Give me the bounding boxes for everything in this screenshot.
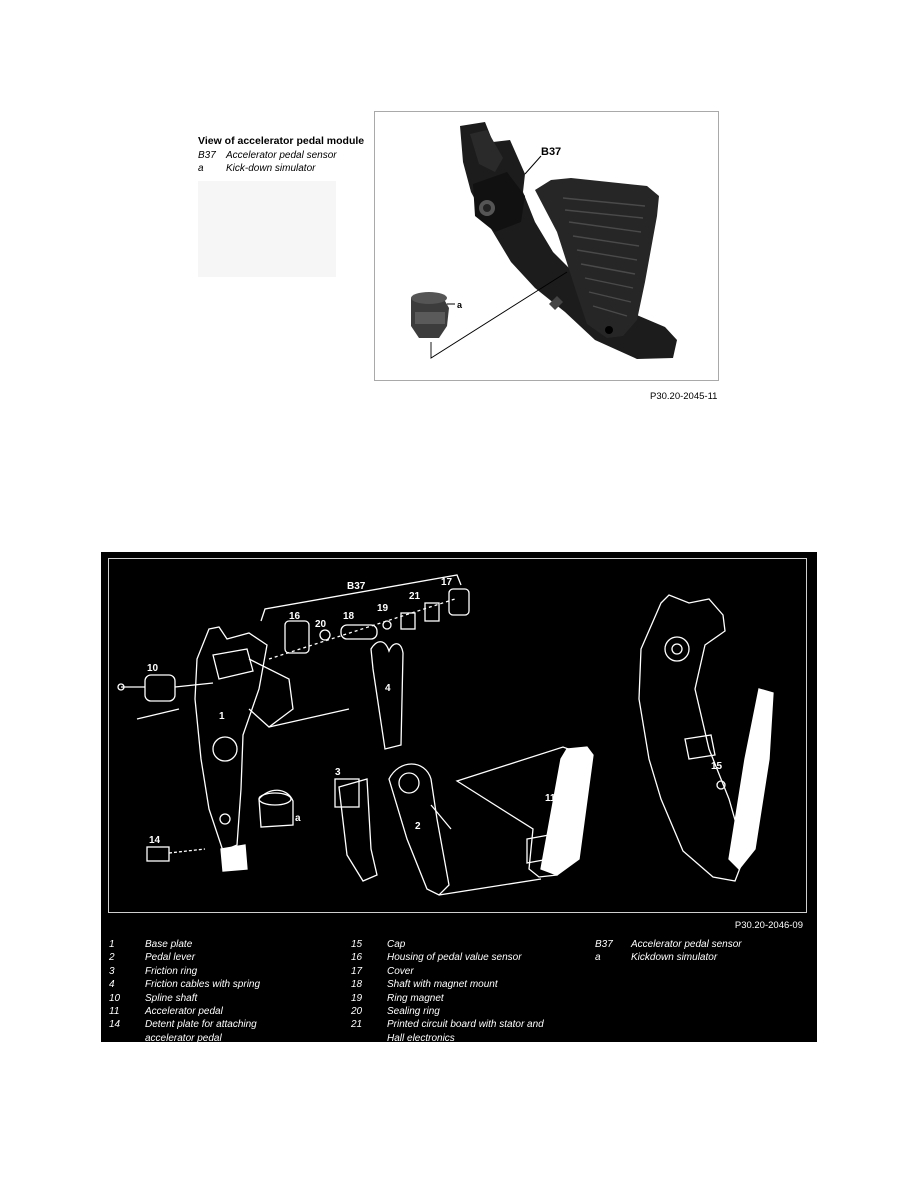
exploded-view-figure <box>101 552 817 1042</box>
parts-list-column-1 <box>109 938 345 1042</box>
part-number: 21 <box>351 1019 363 1031</box>
callout-4: 4 <box>385 683 391 694</box>
callout-2: 2 <box>415 821 421 832</box>
part-number: a <box>595 952 601 964</box>
sealing-ring-part <box>320 630 330 640</box>
part-description: Spline shaft <box>145 992 198 1004</box>
callout-3: 3 <box>335 767 341 778</box>
legend-shaded-area <box>198 181 336 277</box>
parts-row <box>109 992 345 1005</box>
part-number: 10 <box>109 992 121 1004</box>
parts-row <box>109 965 345 978</box>
part-description: Ring magnet <box>387 992 444 1004</box>
part-number: 17 <box>351 965 363 977</box>
parts-row <box>109 1018 345 1031</box>
friction-ring-part <box>339 779 377 881</box>
legend-key: a <box>198 163 204 174</box>
sensor-housing-part <box>285 621 309 653</box>
legend-item <box>198 149 368 162</box>
part-number: 2 <box>109 952 115 964</box>
part-description: Cover <box>387 965 414 977</box>
legend-label: Kick-down simulator <box>226 163 316 174</box>
part-description: Pedal lever <box>145 952 196 964</box>
part-number: 19 <box>351 992 363 1004</box>
part-description: Detent plate for attaching <box>145 1019 257 1031</box>
parts-row <box>351 1005 587 1018</box>
parts-row <box>109 978 345 991</box>
part-description: Housing of pedal value sensor <box>387 952 522 964</box>
parts-row <box>351 951 587 964</box>
circuit-board-part <box>401 613 415 629</box>
figure1-reference: P30.20-2045-11 <box>650 391 718 402</box>
parts-row <box>351 1018 587 1031</box>
detent-plate-part <box>147 847 169 861</box>
parts-row <box>109 1005 345 1018</box>
parts-row <box>109 1032 345 1042</box>
callout-20: 20 <box>315 619 327 630</box>
part-number: B37 <box>595 939 613 950</box>
callout-16: 16 <box>289 611 301 622</box>
shaft-part <box>341 625 377 639</box>
part-number: 20 <box>351 1006 363 1018</box>
callout-15: 15 <box>711 761 723 772</box>
callout-14: 14 <box>149 835 161 846</box>
part-description: Base plate <box>145 939 193 950</box>
part-number <box>351 1032 387 1042</box>
parts-row <box>109 938 345 951</box>
part-number <box>109 1032 145 1042</box>
friction-cables-part <box>371 642 403 749</box>
callout-a: a <box>295 813 301 824</box>
part-number: 16 <box>351 952 363 964</box>
legend-item <box>198 162 368 175</box>
part-description: Accelerator pedal sensor <box>631 939 742 950</box>
callout-11: 11 <box>545 793 556 804</box>
callout-17: 17 <box>441 577 453 588</box>
legend-title: View of accelerator pedal module <box>198 135 365 147</box>
callout-b37: B37 <box>347 581 366 592</box>
exploded-view-frame <box>108 558 807 913</box>
part-description: Shaft with magnet mount <box>387 979 498 991</box>
parts-row <box>595 938 817 951</box>
part-description: Accelerator pedal <box>145 1006 223 1018</box>
part-description: Friction ring <box>145 965 198 977</box>
parts-list-column-3 <box>595 938 817 965</box>
callout-1: 1 <box>219 711 225 722</box>
part-number: 18 <box>351 979 363 991</box>
parts-row <box>595 951 817 964</box>
cover-part <box>449 589 469 615</box>
parts-row <box>351 978 587 991</box>
part-number: 14 <box>109 1019 121 1031</box>
part-description: Sealing ring <box>387 1006 440 1018</box>
parts-row <box>351 1032 587 1042</box>
part-description: Kickdown simulator <box>631 952 718 964</box>
legend-key: B37 <box>198 150 216 161</box>
callout-leader-b37 <box>525 156 541 174</box>
accelerator-pedal-photo <box>374 111 719 381</box>
part-description: Printed circuit board with stator and <box>387 1019 544 1031</box>
part-number: 4 <box>109 979 115 991</box>
figure1-legend <box>198 135 368 277</box>
part-description: Cap <box>387 939 406 950</box>
spline-shaft-part <box>145 675 175 701</box>
part-description: Hall electronics <box>387 1032 455 1042</box>
callout-19: 19 <box>377 603 389 614</box>
part-description: Friction cables with spring <box>145 979 261 991</box>
kickdown-simulator-shape <box>411 292 449 338</box>
parts-list-column-2 <box>351 938 587 1042</box>
part-number: 3 <box>109 965 115 977</box>
parts-row <box>109 951 345 964</box>
callout-10: 10 <box>147 663 159 674</box>
part-number: 1 <box>109 939 115 950</box>
figure2-reference: P30.20-2046-09 <box>734 920 803 931</box>
parts-row <box>351 965 587 978</box>
callout-leader-a <box>431 272 567 358</box>
callout-21: 21 <box>409 591 421 602</box>
callout-a: a <box>457 300 463 310</box>
legend-label: Accelerator pedal sensor <box>226 150 337 161</box>
callout-b37: B37 <box>541 146 562 158</box>
callout-18: 18 <box>343 611 355 622</box>
parts-row <box>351 992 587 1005</box>
part-description: accelerator pedal <box>145 1032 222 1042</box>
parts-row <box>351 938 587 951</box>
part-number: 15 <box>351 939 363 950</box>
part-number: 11 <box>109 1006 120 1018</box>
